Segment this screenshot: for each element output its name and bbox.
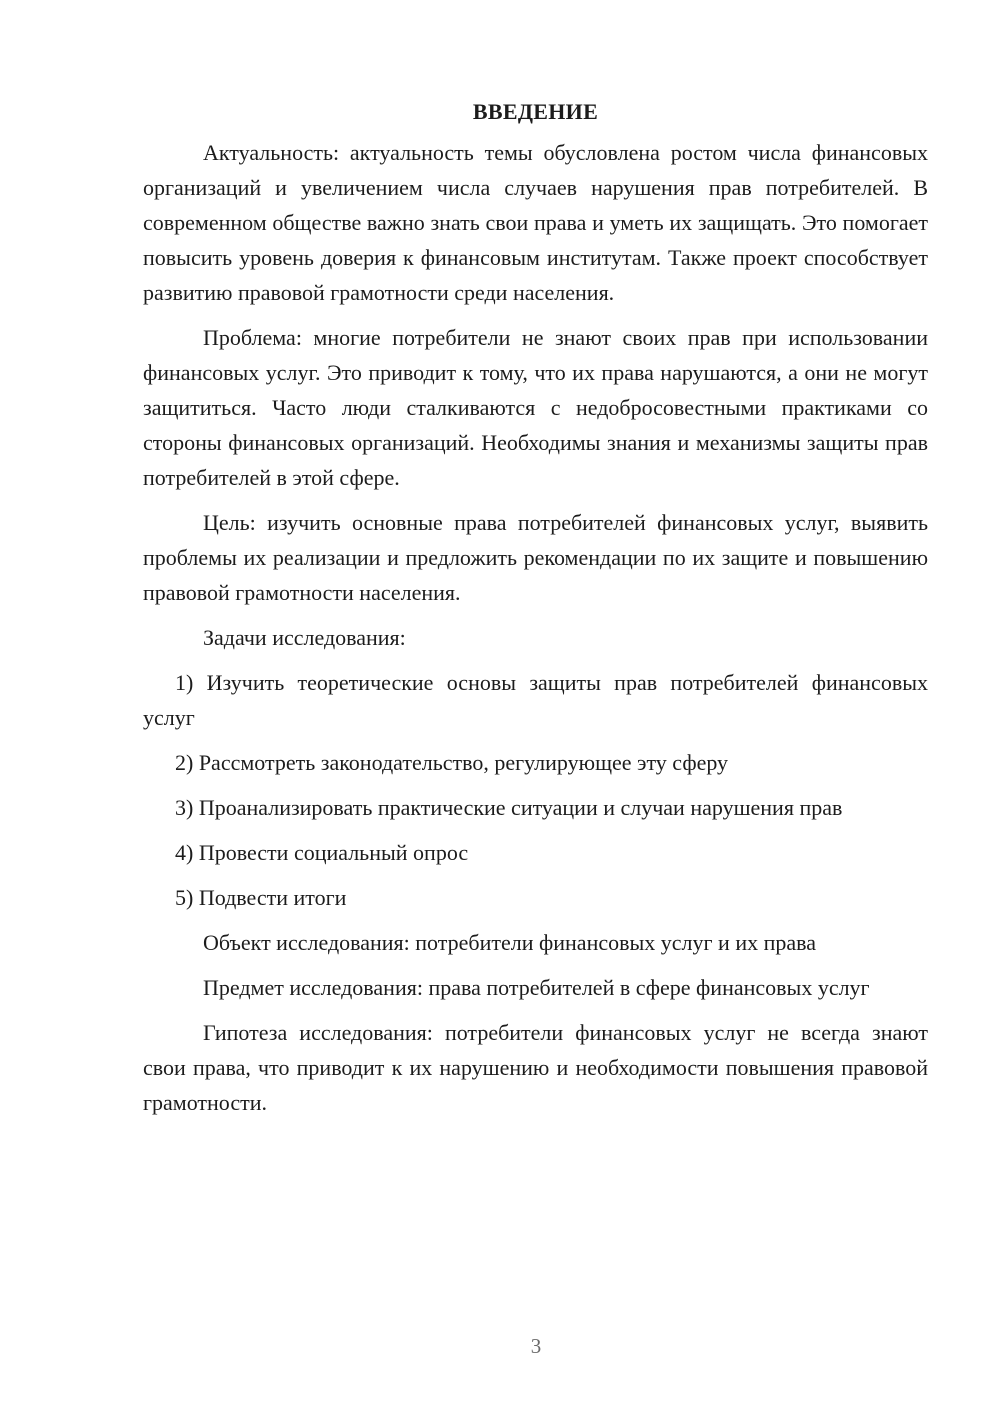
task-item: 2) Рассмотреть законодательство, регулирующее эту сферу — [175, 750, 729, 775]
section-title: ВВЕДЕНИЕ — [472, 99, 599, 124]
relevance-paragraph: Актуальность: актуальность темы обусловлена ростом числа финансовых организаций и увеличением числа случаев нарушения прав потребителей. В современном обществе важно знать свои права и уметь их защищать. Это помогает повысить уровень доверия к финансовым институтам. Также проект способствует развитию правовой грамотности среди населения. — [143, 140, 928, 305]
goal-paragraph: Цель: изучить основные права потребителей финансовых услуг, выявить проблемы их реализации и предложить рекомендации по их защите и повышению правовой грамотности населения. — [143, 510, 928, 605]
task-item: 1) Изучить теоретические основы защиты прав потребителей финансовых услуг — [143, 670, 928, 730]
task-item: 4) Провести социальный опрос — [175, 840, 469, 865]
problem-paragraph: Проблема: многие потребители не знают своих прав при использовании финансовых услуг. Это приводит к тому, что их права нарушаются, а они не могут защититься. Часто люди сталкиваются с недобросовестными практиками со стороны финансовых организаций. Необходимы знания и механизмы защиты прав потребителей в этой сфере. — [143, 325, 928, 490]
object-paragraph: Объект исследования: потребители финансовых услуг и их права — [203, 930, 816, 955]
page-number: 3 — [530, 1334, 542, 1358]
task-item: 5) Подвести итоги — [175, 885, 347, 910]
subject-paragraph: Предмет исследования: права потребителей в сфере финансовых услуг — [203, 975, 870, 1000]
page-content — [143, 94, 928, 1130]
tasks-heading: Задачи исследования: — [203, 625, 406, 650]
task-item: 3) Проанализировать практические ситуации и случаи нарушения прав — [175, 795, 843, 820]
hypothesis-paragraph: Гипотеза исследования: потребители финансовых услуг не всегда знают свои права, что приводит к их нарушению и необходимости повышения правовой грамотности. — [143, 1020, 928, 1115]
